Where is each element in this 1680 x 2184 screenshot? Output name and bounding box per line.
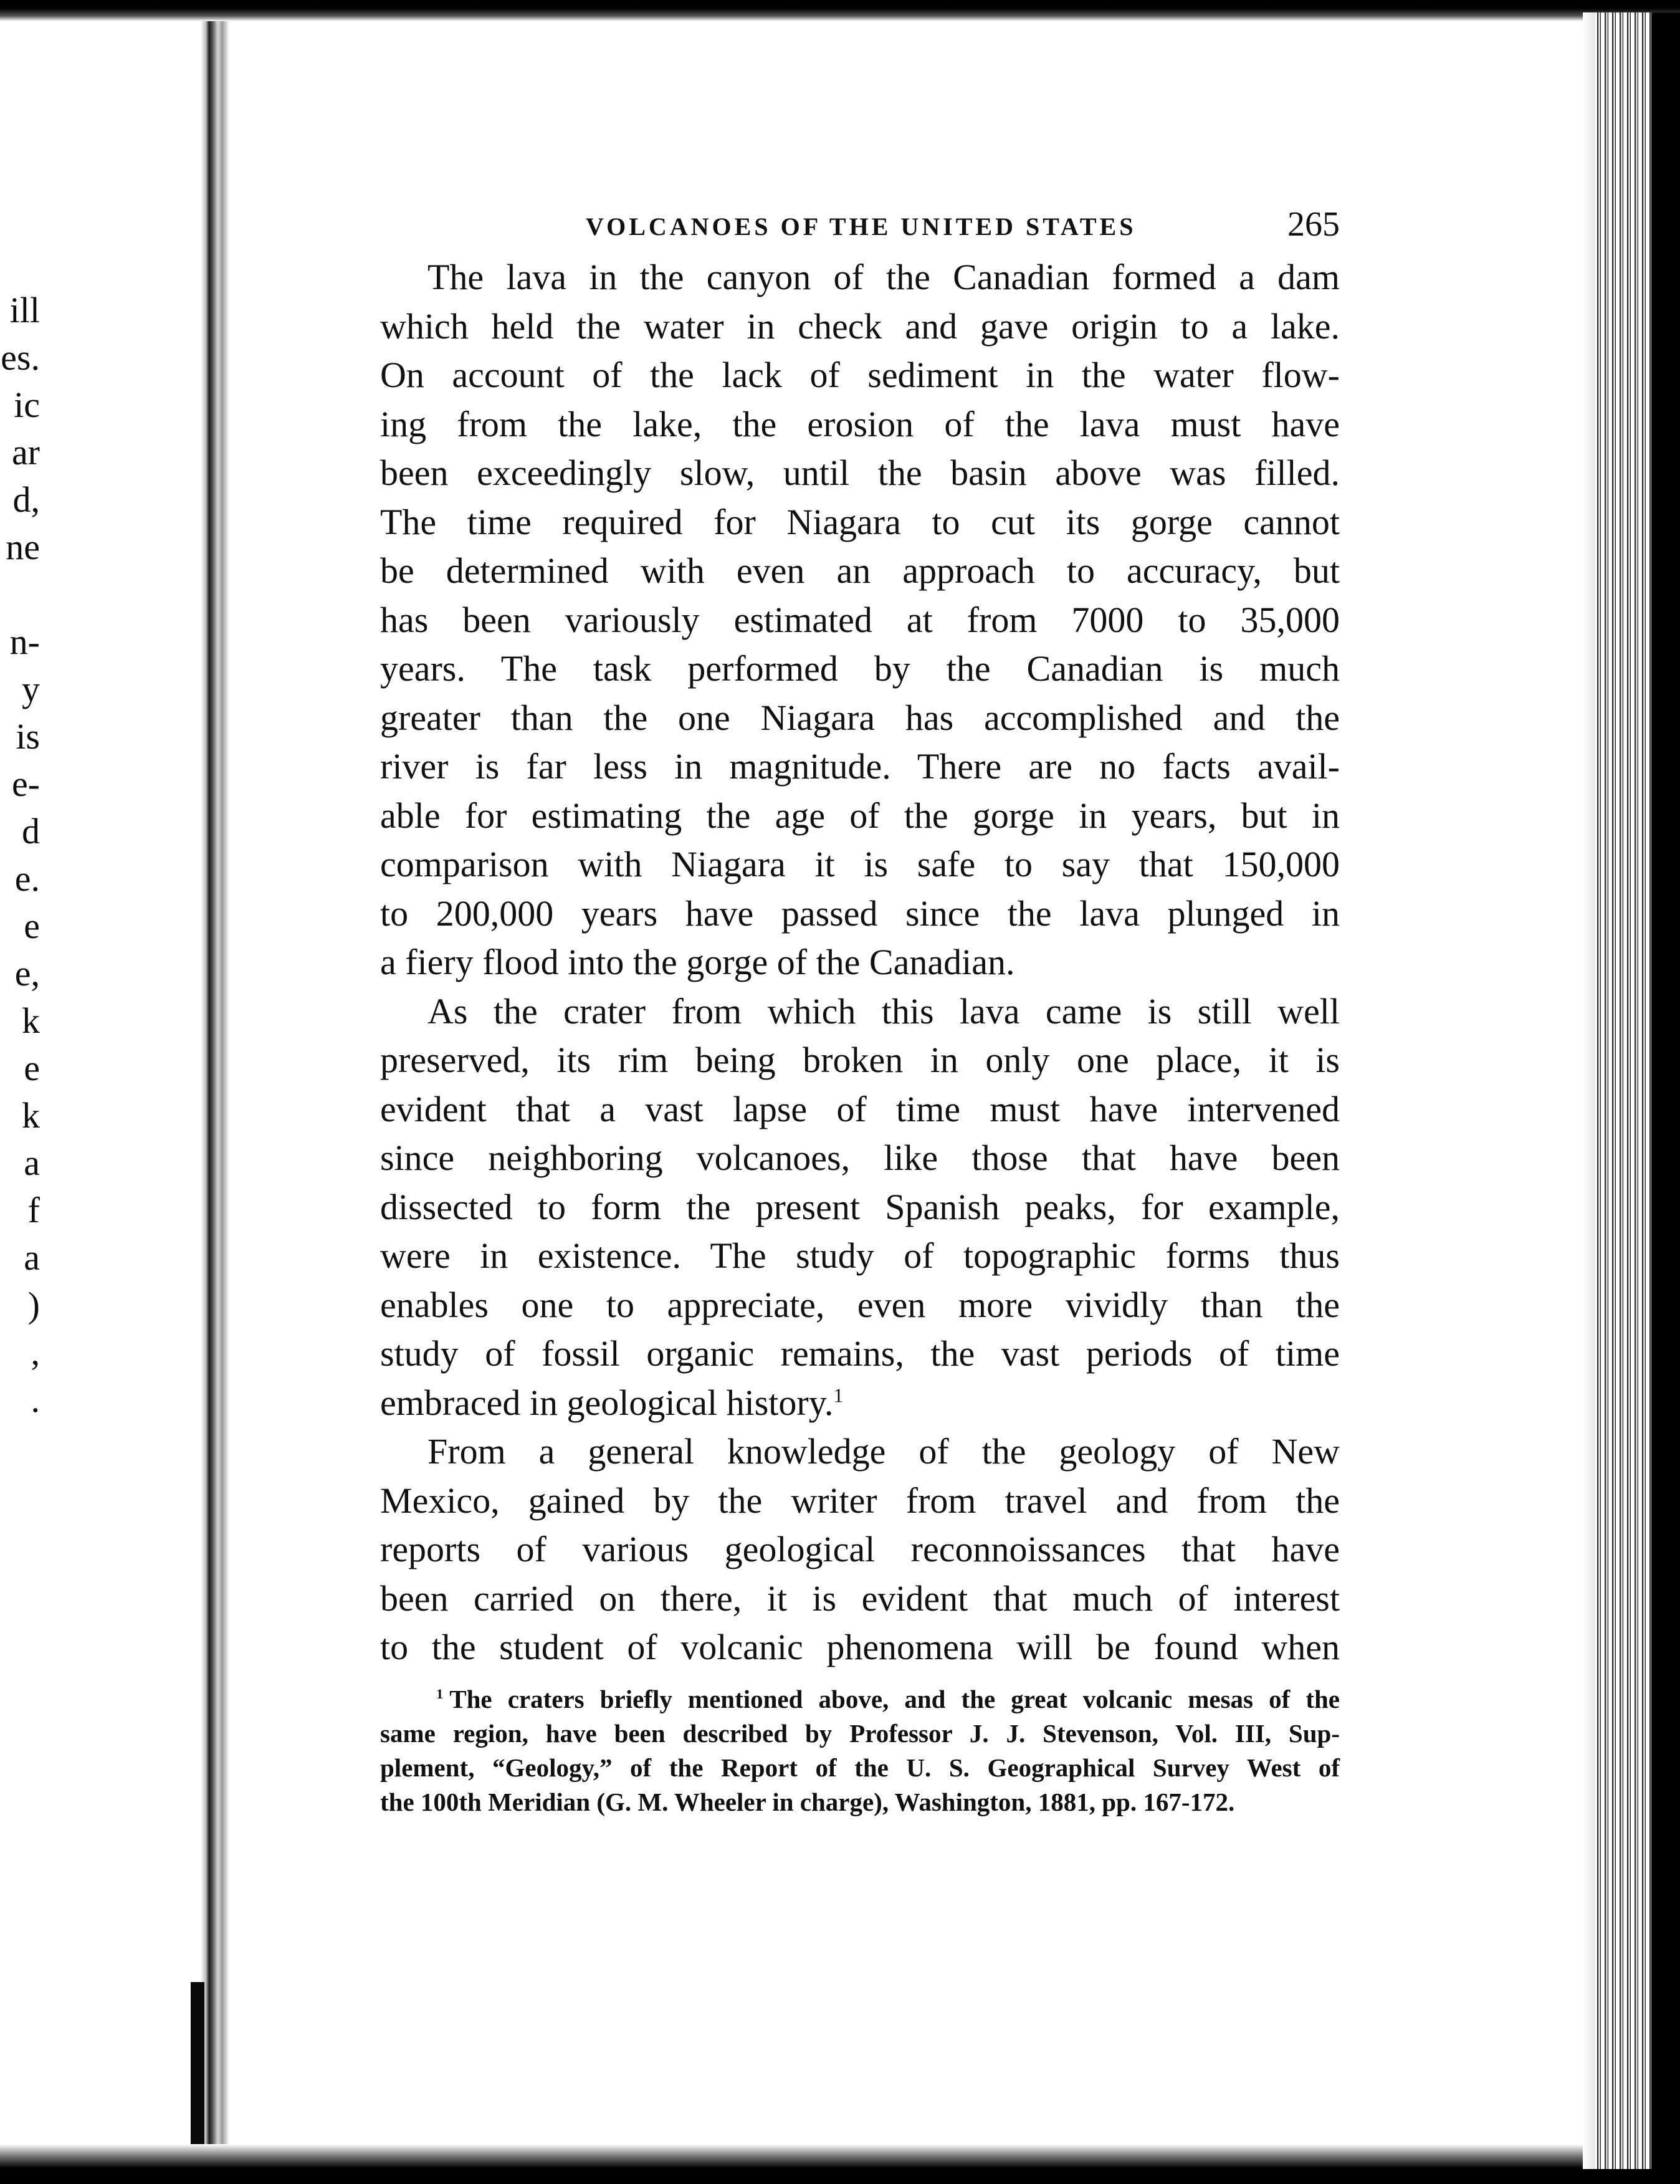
scan-right-border — [1651, 12, 1680, 2169]
running-head — [380, 199, 1340, 249]
previous-page-fragment — [0, 571, 44, 618]
text-line — [380, 987, 1340, 1037]
text-line — [380, 253, 1340, 302]
footnote-line — [380, 1717, 1340, 1751]
text-line-content: to the student of volcanic phenomena will be found when — [380, 1627, 1340, 1667]
previous-page-fragment: n- — [9, 621, 40, 662]
footnote-line — [380, 1785, 1340, 1819]
text-line-content: were in existence. The study of topographic forms thus — [380, 1235, 1340, 1276]
text-line — [380, 1036, 1340, 1085]
text-line — [380, 742, 1340, 792]
previous-page-fragment: es. — [1, 337, 40, 378]
footnote-marker: 1 — [436, 1685, 444, 1702]
text-line-content: since neighboring volcanoes, like those that have been — [380, 1138, 1340, 1178]
text-line — [380, 1134, 1340, 1183]
footnote-line — [380, 1682, 1340, 1717]
previous-page-fragment: ar — [11, 432, 40, 472]
text-line-content: which held the water in check and gave origin to a lake. — [380, 305, 1340, 347]
text-line — [380, 449, 1340, 498]
footnote-line-content: the 100th Meridian (G. M. Wheeler in charge), Washington, 1881, pp. 167-172. — [380, 1787, 1235, 1816]
text-line — [380, 547, 1340, 596]
text-line — [380, 1232, 1340, 1281]
text-line-content: has been variously estimated at from 7000 to 35,000 — [380, 599, 1340, 640]
text-line-content: Mexico, gained by the writer from travel and from the — [380, 1480, 1340, 1521]
text-line-content: evident that a vast lapse of time must have intervened — [380, 1088, 1340, 1129]
footnote-line-content: same region, have been described by Professor J. J. Stevenson, Vol. III, Sup- — [380, 1718, 1340, 1748]
previous-page-fragment: ne — [6, 527, 40, 567]
text-line — [380, 596, 1340, 645]
text-line — [380, 1085, 1340, 1134]
text-line-content: river is far less in magnitude. There are no facts avail- — [380, 746, 1340, 787]
footnote-line — [380, 1751, 1340, 1785]
footnote — [380, 1682, 1340, 1819]
page-number: 265 — [1287, 205, 1340, 244]
previous-page-fragment: . — [31, 1379, 40, 1420]
text-line — [380, 1183, 1340, 1232]
text-line-content: been exceedingly slow, until the basin above was filled. — [380, 453, 1340, 493]
previous-page-fragment: a — [24, 1142, 40, 1183]
text-line — [380, 1623, 1340, 1672]
book-page — [380, 199, 1340, 1819]
text-line — [380, 351, 1340, 400]
text-line — [380, 840, 1340, 889]
text-line-content: enables one to appreciate, even more vividly than the — [380, 1284, 1340, 1325]
text-line — [380, 889, 1340, 939]
running-head-title: VOLCANOES OF THE UNITED STATES — [586, 213, 1137, 241]
previous-page-fragment: f — [27, 1190, 40, 1230]
text-line — [380, 792, 1340, 841]
body-text — [380, 253, 1340, 1672]
previous-page-edge — [0, 19, 206, 2150]
text-line-content: The lava in the canyon of the Canadian formed a dam — [427, 257, 1340, 297]
text-line — [380, 1379, 1340, 1428]
text-line-content: As the crater from which this lava came is still well — [427, 990, 1340, 1032]
previous-page-fragment: e — [24, 1048, 40, 1088]
footnote-reference: 1 — [833, 1384, 844, 1407]
text-line-content: comparison with Niagara it is safe to say that 150,000 — [380, 844, 1340, 884]
previous-page-fragment: e- — [11, 764, 40, 804]
text-line — [380, 1525, 1340, 1574]
text-line — [380, 1427, 1340, 1477]
previous-page-fragment: e, — [14, 953, 40, 994]
text-line-content: study of fossil organic remains, the vast periods of time — [380, 1333, 1340, 1374]
previous-page-fragments — [0, 287, 44, 1424]
text-line-content: dissected to form the present Spanish peaks, for example, — [380, 1186, 1340, 1227]
text-line-content: reports of various geological reconnoissances that have — [380, 1529, 1340, 1569]
text-line-content: The time required for Niagara to cut its gorge cannot — [380, 501, 1340, 542]
previous-page-fragment: ill — [9, 290, 40, 330]
text-line-content: be determined with even an approach to accuracy, but — [380, 550, 1340, 591]
text-line-content: preserved, its rim being broken in only one place, it is — [380, 1040, 1340, 1080]
previous-page-fragment: a — [24, 1237, 40, 1278]
previous-page-fragment: , — [31, 1332, 40, 1372]
previous-page-fragment: ic — [14, 385, 40, 425]
previous-page-fragment: ) — [27, 1285, 40, 1325]
text-line-content: able for estimating the age of the gorge in years, but in — [380, 795, 1340, 836]
text-line — [380, 1281, 1340, 1330]
previous-page-fragment: d — [22, 811, 40, 851]
text-line-content: a fiery flood into the gorge of the Canadian. — [380, 942, 1015, 982]
text-line — [380, 1477, 1340, 1526]
previous-page-fragment: d, — [12, 479, 40, 520]
paragraph — [380, 253, 1340, 987]
text-line — [380, 938, 1340, 987]
footnote-line-content: plement, “Geology,” of the Report of the U. S. Geographical Survey West of — [380, 1753, 1340, 1782]
text-line-content: ing from the lake, the erosion of the lava must have — [380, 403, 1340, 444]
text-line — [380, 644, 1340, 694]
text-line-content: been carried on there, it is evident that much of interest — [380, 1578, 1340, 1619]
previous-page-fragment: k — [22, 1095, 40, 1136]
previous-page-fragment: k — [22, 1000, 40, 1041]
previous-page-fragment: e. — [14, 858, 40, 899]
binding-mark — [191, 1982, 204, 2144]
text-line — [380, 302, 1340, 352]
paragraph — [380, 987, 1340, 1428]
footnote-line-content: The craters briefly mentioned above, and the great volcanic mesas of the — [449, 1684, 1340, 1713]
text-line — [380, 694, 1340, 743]
text-line-content: embraced in geological history. — [380, 1382, 834, 1423]
book-gutter — [201, 12, 229, 2169]
text-line — [380, 400, 1340, 449]
previous-page-fragment: e — [24, 906, 40, 946]
text-line — [380, 1574, 1340, 1624]
previous-page-fragment: y — [22, 669, 40, 709]
text-line — [380, 1329, 1340, 1379]
text-line — [380, 498, 1340, 547]
scan-bottom-edge — [0, 2144, 1680, 2184]
text-line-content: years. The task performed by the Canadian is much — [380, 648, 1340, 689]
text-line-content: to 200,000 years have passed since the lava plunged in — [380, 893, 1340, 934]
text-line-content: On account of the lack of sediment in the water flow- — [380, 355, 1340, 395]
previous-page-fragment: is — [16, 716, 40, 757]
scan-top-edge — [0, 0, 1680, 21]
text-line-content: greater than the one Niagara has accomplished and the — [380, 697, 1340, 738]
paragraph — [380, 1427, 1340, 1672]
text-line-content: From a general knowledge of the geology of New — [427, 1431, 1340, 1472]
